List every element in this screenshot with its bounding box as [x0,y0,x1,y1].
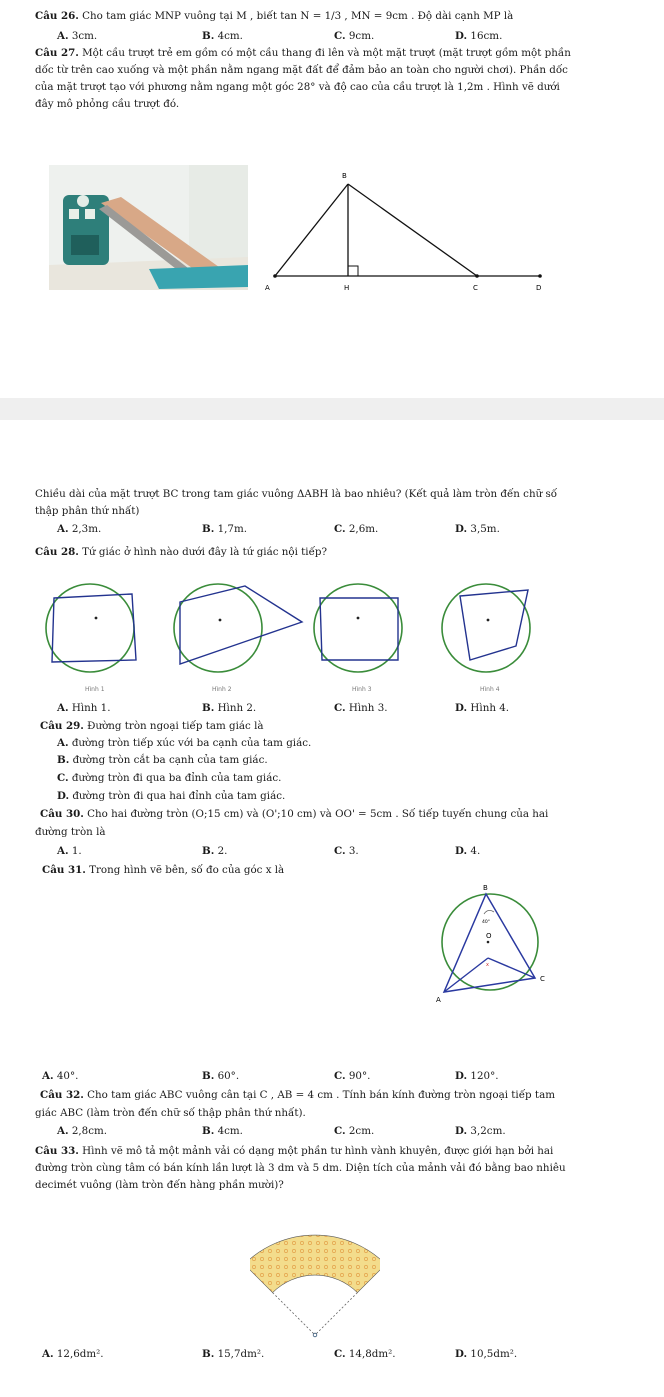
q31-option-c[interactable]: C. 90°. [334,1070,371,1082]
label-c: C [540,975,545,983]
q26-option-c[interactable]: C. 9cm. [334,30,375,42]
q26-option-b[interactable]: B. 4cm. [202,30,243,42]
q30-option-b[interactable]: B. 2. [202,845,228,857]
caption-3: Hình 3 [352,686,372,693]
q28-option-c[interactable]: C. Hình 3. [334,702,388,714]
slide-diagram [260,168,550,293]
q27-line-3: của mặt trượt tạo với phương nằm ngang một góc 28° và độ cao của cầu trượt là 1,2m . Hình vẽ dưới [35,81,560,93]
q31-option-b[interactable]: B. 60°. [202,1070,240,1082]
q29-option-a[interactable]: A. đường tròn tiếp xúc với ba cạnh của tam giác. [57,737,312,749]
q27-line-4: đây mô phỏng cầu trượt đó. [35,98,180,110]
caption-2: Hình 2 [212,686,232,693]
figure-3 [314,584,402,672]
q32-option-a[interactable]: A. 2,8cm. [57,1125,108,1137]
q31-option-a[interactable]: A. 40°. [42,1070,79,1082]
q27-line-2: dốc từ trên cao xuống và một phần nằm ngang mặt đất để đảm bảo an toàn cho người chơi). Phần dốc [35,64,568,76]
q26-option-a[interactable]: A. 3cm. [57,30,98,42]
q31-question: Câu 31. Trong hình vẽ bên, số đo của góc x là [42,864,285,876]
q27-option-b[interactable]: B. 1,7m. [202,523,247,535]
label-o: O [486,932,492,940]
q32-option-c[interactable]: C. 2cm. [334,1125,375,1137]
q27-question-1: Chiều dài của mặt trượt BC trong tam giác vuông ΔABH là bao nhiêu? (Kết quả làm tròn đến chữ số [35,488,558,500]
q33-line-1: Câu 33. Hình vẽ mô tả một mảnh vải có dạng một phần tư hình vành khuyên, được giới hạn bởi hai [35,1145,554,1157]
q28-question: Câu 28. Tứ giác ở hình nào dưới đây là tứ giác nội tiếp? [35,546,328,558]
q32-line-1: Câu 32. Cho tam giác ABC vuông cân tại C , AB = 4 cm . Tính bán kính đường tròn ngoại tiếp tam [40,1089,555,1101]
q30-option-c[interactable]: C. 3. [334,845,359,857]
q30-option-a[interactable]: A. 1. [57,845,82,857]
q32-line-2: giác ABC (làm tròn đến chữ số thập phân thứ nhất). [35,1107,306,1119]
label-h: H [344,284,350,292]
q33-option-b[interactable]: B. 15,7dm². [202,1348,265,1360]
q30-line-2: đường tròn là [35,826,106,838]
label-d: D [536,284,542,292]
angle-x-label: x [486,962,489,968]
q33-line-2: đường tròn cùng tâm có bán kính lần lượt là 3 dm và 5 dm. Diện tích của mảnh vải đó bằng bao nhiêu [35,1162,566,1174]
q26-option-d[interactable]: D. 16cm. [455,30,503,42]
figure-4 [442,584,530,672]
q31-option-d[interactable]: D. 120°. [455,1070,499,1082]
label-a: A [265,284,270,292]
q33-option-d[interactable]: D. 10,5dm². [455,1348,518,1360]
slide-photo [49,165,248,290]
q30-line-1: Câu 30. Cho hai đường tròn (O;15 cm) và (O';10 cm) và OO' = 5cm . Số tiếp tuyến chung của hai [40,808,549,820]
figure-2 [174,584,302,672]
caption-4: Hình 4 [480,686,500,693]
q27-option-c[interactable]: C. 2,6m. [334,523,379,535]
q29-question: Câu 29. Đường tròn ngoại tiếp tam giác là [40,720,264,732]
label-b: B [342,172,347,180]
label-a: A [436,996,441,1004]
angle-label: 40° [482,920,490,925]
q28-figures [40,580,640,680]
q29-option-d[interactable]: D. đường tròn đi qua hai đỉnh của tam giác. [57,790,286,802]
caption-1: Hình 1 [85,686,105,693]
q31-diagram [430,880,570,1010]
q30-option-d[interactable]: D. 4. [455,845,481,857]
q32-option-b[interactable]: B. 4cm. [202,1125,243,1137]
q27-line-1: Câu 27. Một cầu trượt trẻ em gồm có một cầu thang đi lên và một mặt trượt (mặt trượt gồm một phần [35,47,571,59]
q27-option-a[interactable]: A. 2,3m. [57,523,102,535]
page-break [0,398,664,420]
fabric-diagram [250,1215,380,1340]
q32-option-d[interactable]: D. 3,2cm. [455,1125,506,1137]
q28-option-b[interactable]: B. Hình 2. [202,702,257,714]
q26-question: Câu 26. Cho tam giác MNP vuông tại M , biết tan N = 1/3 , MN = 9cm . Độ dài cạnh MP là [35,10,514,22]
q33-option-a[interactable]: A. 12,6dm². [42,1348,104,1360]
label-b: B [483,884,488,892]
q27-question-2: thập phân thứ nhất) [35,505,140,517]
q28-option-a[interactable]: A. Hình 1. [57,702,111,714]
q29-option-b[interactable]: B. đường tròn cắt ba cạnh của tam giác. [57,754,268,766]
q33-option-c[interactable]: C. 14,8dm². [334,1348,396,1360]
q33-line-3: decimét vuông (làm tròn đến hàng phần mười)? [35,1179,284,1191]
q29-option-c[interactable]: C. đường tròn đi qua ba đỉnh của tam giác. [57,772,282,784]
figure-1 [46,584,136,672]
q27-option-d[interactable]: D. 3,5m. [455,523,500,535]
label-c: C [473,284,478,292]
q28-option-d[interactable]: D. Hình 4. [455,702,510,714]
